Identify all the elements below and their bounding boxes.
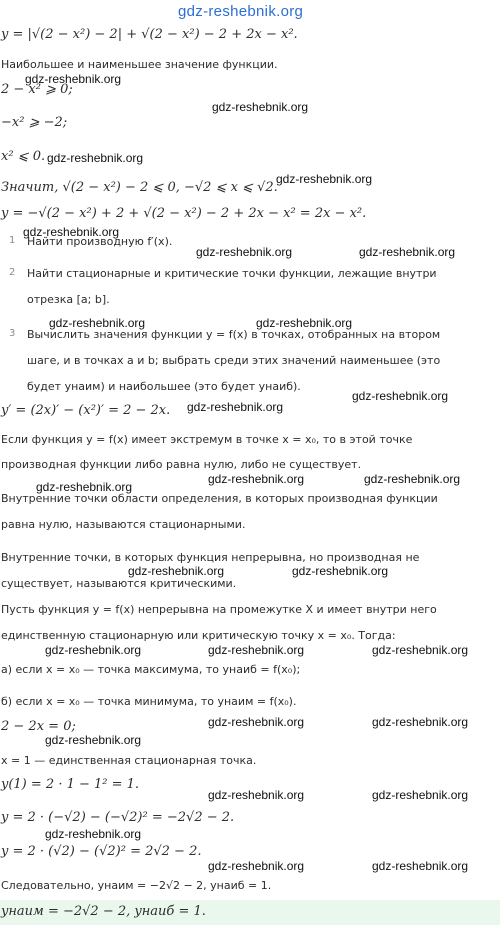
step-text: Найти производную f′(x). [27,235,173,248]
text-line: Внутренние точки, в которых функция непрерывна, но производная не [1,551,420,564]
math-line: −x² ⩾ −2; [1,115,68,130]
watermark: gdz-reshebnik.org [372,715,469,729]
math-line: x² ⩽ 0. [1,149,46,164]
watermark: gdz-reshebnik.org [49,316,146,330]
watermark: gdz-reshebnik.org [47,151,144,165]
watermark: gdz-reshebnik.org [208,472,305,486]
step-text: отрезка [a; b]. [27,293,110,306]
math-line: 2 − x² ⩾ 0; [1,82,73,97]
watermark: gdz-reshebnik.org [208,715,305,729]
text-line: производная функции либо равна нулю, либо не существует. [1,458,362,471]
step-text: Найти стационарные и критические точки функции, лежащие внутри [27,267,437,280]
text-line: единственную стационарную или критическую точку x = x₀. Тогда: [1,629,396,642]
watermark: gdz-reshebnik.org [352,389,449,403]
watermark: gdz-reshebnik.org [45,733,142,747]
math-line: y = 2 · (−√2) − (−√2)² = −2√2 − 2. [1,810,235,825]
step-text: шаге, и в точках a и b; выбрать среди этих значений наименьшее (это [27,354,441,367]
derivative-line: y′ = (2x)′ − (x²)′ = 2 − 2x. [1,403,171,418]
function-definition: y = |√(2 − x²) − 2| + √(2 − x²) − 2 + 2x − x². [1,27,298,42]
text-line: Если функция y = f(x) имеет экстремум в точке x = x₀, то в этой точке [1,433,413,446]
math-line: Значит, √(2 − x²) − 2 ⩽ 0, −√2 ⩽ x ⩽ √2. [1,180,278,195]
text-line: Пусть функция y = f(x) непрерывна на промежутке X и имеет внутри него [1,603,437,616]
watermark: gdz-reshebnik.org [372,643,469,657]
text-line: равна нулю, называются стационарными. [1,518,246,531]
text-line: существует, называются критическими. [1,577,237,590]
watermark: gdz-reshebnik.org [208,788,305,802]
step-number: 3 [9,328,16,339]
watermark: gdz-reshebnik.org [208,643,305,657]
text-line: x = 1 — единственная стационарная точка. [1,754,257,767]
text-line: б) если x = x₀ — точка минимума, то yнаим = f(x₀). [1,695,297,708]
watermark: gdz-reshebnik.org [45,643,142,657]
watermark: gdz-reshebnik.org [23,225,120,239]
watermark: gdz-reshebnik.org [256,316,353,330]
watermark: gdz-reshebnik.org [372,788,469,802]
section-heading: Наибольшее и наименьшее значение функции. [1,58,278,71]
watermark: gdz-reshebnik.org [372,859,469,873]
text-line: Внутренние точки области определения, в которых производная функции [1,492,438,505]
watermark: gdz-reshebnik.org [359,245,456,259]
step-number: 1 [9,235,16,246]
watermark: gdz-reshebnik.org [128,564,225,578]
step-number: 2 [9,267,16,278]
math-line: y = 2 · (√2) − (√2)² = 2√2 − 2. [1,844,202,859]
math-line: 2 − 2x = 0; [1,719,76,734]
watermark: gdz-reshebnik.org [25,72,122,86]
header-watermark: gdz-reshebnik.org [178,3,304,20]
watermark: gdz-reshebnik.org [196,245,293,259]
watermark: gdz-reshebnik.org [208,859,305,873]
final-answer-box [0,900,500,925]
watermark: gdz-reshebnik.org [276,172,373,186]
step-text: будет yнаим) и наибольшее (это будет yнаиб). [27,380,301,393]
watermark: gdz-reshebnik.org [212,100,309,114]
watermark: gdz-reshebnik.org [45,827,142,841]
final-answer: yнаим = −2√2 − 2, yнаиб = 1. [1,904,206,919]
step-text: Вычислить значения функции y = f(x) в точках, отобранных на втором [27,328,441,341]
math-line: y = −√(2 − x²) + 2 + √(2 − x²) − 2 + 2x − x² = 2x − x². [1,206,367,221]
watermark: gdz-reshebnik.org [292,564,389,578]
conclusion-line: Следовательно, yнаим = −2√2 − 2, yнаиб = 1. [1,879,272,892]
watermark: gdz-reshebnik.org [187,400,284,414]
watermark: gdz-reshebnik.org [364,472,461,486]
watermark: gdz-reshebnik.org [36,480,133,494]
math-line: y(1) = 2 · 1 − 1² = 1. [1,777,140,792]
text-line: а) если x = x₀ — точка максимума, то yнаиб = f(x₀); [1,663,301,676]
